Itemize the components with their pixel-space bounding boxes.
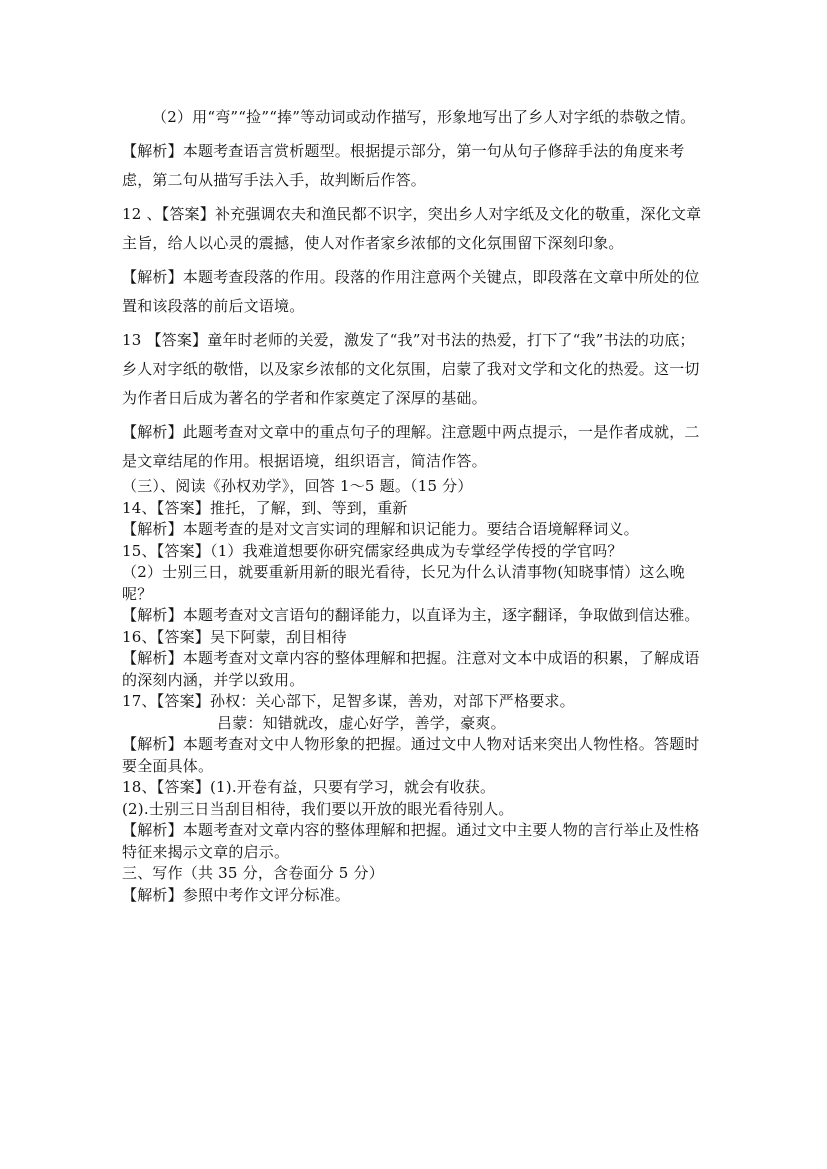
analysis-15: 【解析】本题考查对文言语句的翻译能力，以直译为主，逐字翻译，争取做到信达雅。 [122,606,700,624]
writing-section-heading: 三、写作（共 35 分，含卷面分 5 分） [122,864,384,882]
answer-15-part-1: 15、【答案】（1）我难道想要你研究儒家经典成为专掌经学传授的学官吗？ [122,541,623,560]
analysis-13: 【解析】此题考查对文章中的重点句子的理解。注意题中两点提示，一是作者成就，二是文章结尾的作用。根据语境，组织语言，简洁作答。 [122,423,700,470]
section-3-heading: （三）、阅读《孙权劝学》，回答 1～5 题。（15 分） [122,477,473,495]
analysis-12: 【解析】本题考查段落的作用。段落的作用注意两个关键点，即段落在文章中所处的位置和该段落的前后文语境。 [122,268,700,315]
analysis-16: 【解析】本题考查对文章内容的整体理解和把握。注意对文本中成语的积累，了解成语的深刻内涵，并学以致用。 [122,649,700,689]
analysis-18: 【解析】本题考查对文章内容的整体理解和把握。通过文中主要人物的言行举止及性格特征来揭示文章的启示。 [122,821,700,861]
answer-13: 13 【答案】童年时老师的关爱，激发了“我”对书法的热爱，打下了“我”书法的功底；乡人对字纸的敬惜，以及家乡浓郁的文化氛围，启蒙了我对文学和文化的热爱。这一切为作者日后成为著名的学者和作家奠定了深厚的基础。 [122,331,700,407]
answer-11-part-2: （2）用“弯”“捡”“捧”等动词或动作描写，形象地写出了乡人对字纸的恭敬之情。 [152,108,696,126]
answer-12: 12 、【答案】补充强调农夫和渔民都不识字，突出乡人对字纸及文化的敬重，深化文章主旨，给人以心灵的震撼，使人对作者家乡浓郁的文化氛围留下深刻印象。 [122,205,702,252]
analysis-14: 【解析】本题考查的是对文言实词的理解和识记能力。要结合语境解释词义。 [122,520,639,538]
answer-16: 16、【答案】吴下阿蒙，刮目相待 [122,627,347,646]
answer-15-part-2: （2）士别三日，就要重新用新的眼光看待，长兄为什么认清事物(知晓事情）这么晚呢？ [122,563,685,603]
answer-17-lu-meng: 吕蒙：知错就改，虚心好学，善学，豪爽。 [217,713,506,732]
answer-17-sun-quan: 17、【答案】孙权：关心部下，足智多谋，善劝，对部下严格要求。 [122,692,575,710]
analysis-11: 【解析】本题考查语言赏析题型。根据提示部分，第一句从句子修辞手法的角度来考虑，第二句从描写手法入手，故判断后作答。 [122,142,685,189]
answer-14: 14、【答案】推托，了解，到、等到，重新 [122,498,408,517]
answer-18-part-2: (2).士别三日当刮目相待，我们要以开放的眼光看待别人。 [122,799,514,818]
writing-analysis: 【解析】参照中考作文评分标准。 [122,885,351,904]
document-body [122,103,702,906]
analysis-17: 【解析】本题考查对文中人物形象的把握。通过文中人物对话来突出人物性格。答题时要全面具体。 [122,735,700,775]
answer-18-part-1: 18、【答案】(1).开卷有益，只要有学习，就会有收获。 [122,778,496,796]
